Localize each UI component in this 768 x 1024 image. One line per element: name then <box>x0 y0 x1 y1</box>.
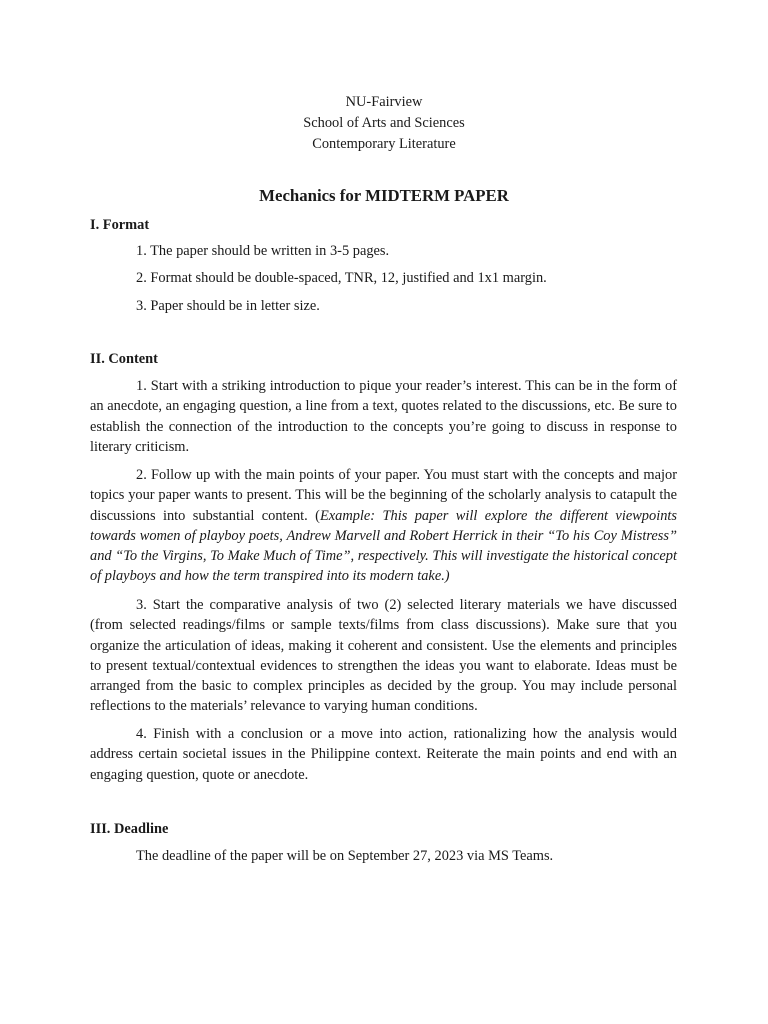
content-paragraph-3: 3. Start the comparative analysis of two (2) selected literary materials we have discussed (from selected readings/films or sample texts/films from class discussions). Make sure that you organize the articulation of ideas, making it coherent and consistent. Use the elements and principles to present textual/contextual evidences to strengthen the ideas you want to elaborate. Ideas must be arranged from the basic to complex principles as decided by the group. You may include personal reflections to the materials’ relevance to varying human conditions. <box>90 597 677 715</box>
school-name: School of Arts and Sciences <box>303 114 465 131</box>
format-item-3: 3. Paper should be in letter size. <box>136 298 320 314</box>
course-name: Contemporary Literature <box>312 135 456 152</box>
content-paragraph-1: 1. Start with a striking introduction to pique your reader’s interest. This can be in the form of an anecdote, an engaging question, a line from a text, quotes related to the discussions, etc. Be sure to establish the connection of the introduction to the concepts you’re going to discuss in response to literary criticism. <box>90 378 677 455</box>
format-item-1: 1. The paper should be written in 3-5 pages. <box>136 243 390 259</box>
deadline-text: The deadline of the paper will be on September 27, 2023 via MS Teams. <box>136 848 554 864</box>
document-header <box>0 92 768 154</box>
deadline-heading: III. Deadline <box>90 821 169 837</box>
institution-name: NU-Fairview <box>345 94 423 110</box>
content-paragraph-2-example: Example: This paper will explore the different viewpoints towards women of playboy poets, Andrew Marvell and Robert Herrick in their “To his Coy Mistress” and “To the Virgins, To Make Much of Time”, respectively. This will investigate the historical concept of playboys and how the term transpired into its modern take.) <box>90 507 677 585</box>
format-heading: I. Format <box>90 217 150 233</box>
content-paragraph-4: 4. Finish with a conclusion or a move into action, rationalizing how the analysis would address certain societal issues in the Philippine context. Reiterate the main points and end with an engaging question, quote or anecdote. <box>90 726 677 783</box>
format-item-2: 2. Format should be double-spaced, TNR, 12, justified and 1x1 margin. <box>136 270 547 286</box>
document-title: Mechanics for MIDTERM PAPER <box>259 186 509 205</box>
content-paragraph-2 <box>90 465 677 587</box>
content-heading: II. Content <box>90 351 158 367</box>
content-paragraph-2-text: 2. Follow up with the main points of your paper. You must start with the concepts and major topics your paper wants to present. This will be the beginning of the scholarly analysis to catapult the discussions into substantial content. ( <box>90 467 677 524</box>
